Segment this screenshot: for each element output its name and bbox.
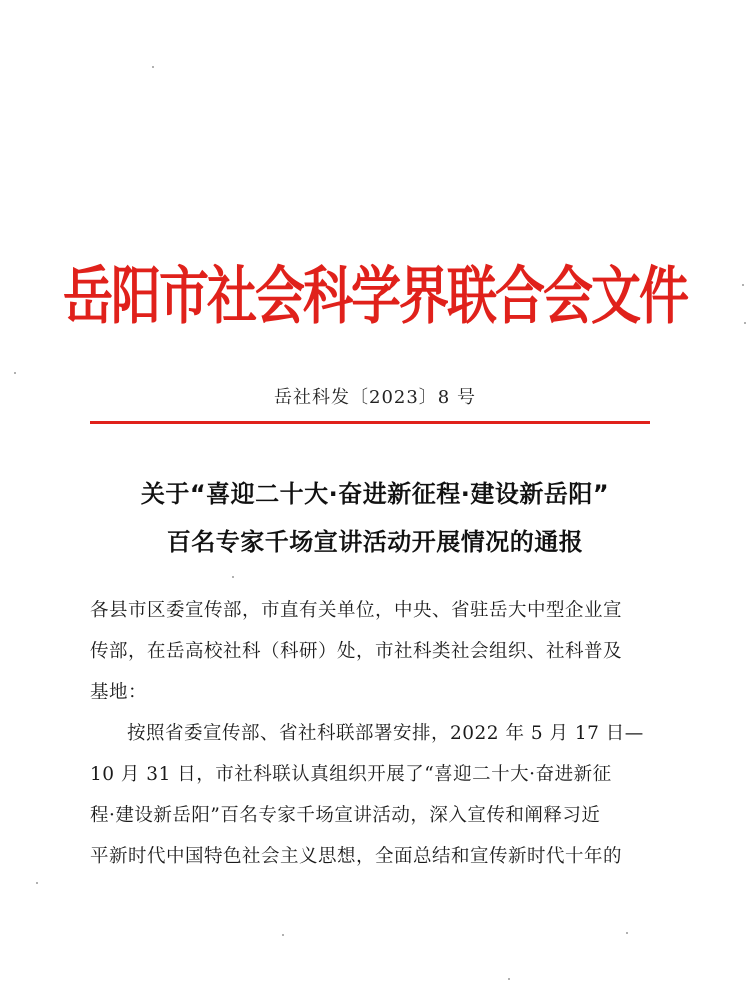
scan-speck [744,322,746,324]
paragraph-line: 10 月 31 日，市社科联认真组织开展了“喜迎二十大·奋进新征 [90,764,612,785]
red-divider-line [90,421,650,424]
recipients-line: 基地： [90,682,148,703]
paragraph-line: 程·建设新岳阳”百名专家千场宣讲活动，深入宣传和阐释习近 [90,805,601,826]
paragraph-line: 平新时代中国特色社会主义思想，全面总结和宣传新时代十年的 [90,846,623,867]
scan-speck [626,932,628,934]
body-text [90,590,660,877]
paragraph-line: 按照省委宣传部、省社科联部署安排，2022 年 5 月 17 日— [127,723,644,744]
recipients-line: 各县市区委宣传部，市直有关单位，中央、省驻岳大中型企业宣 [90,600,623,621]
document-number: 岳社科发〔2023〕8 号 [274,387,476,408]
recipients-line: 传部，在岳高校社科（科研）处，市社科类社会组织、社科普及 [90,641,623,662]
scan-speck [152,66,154,68]
scan-speck [36,882,38,884]
scan-speck [508,978,510,980]
notice-title-line-1: 关于“喜迎二十大·奋进新征程·建设新岳阳” [140,480,610,508]
notice-title-line-2: 百名专家千场宣讲活动开展情况的通报 [166,528,584,556]
notice-title [40,470,710,566]
scan-speck [282,934,284,936]
masthead-title: 岳阳市社会科学界联合会文件 [63,259,687,333]
scan-speck [14,372,16,374]
scan-speck [232,576,234,578]
scan-speck [742,284,744,286]
